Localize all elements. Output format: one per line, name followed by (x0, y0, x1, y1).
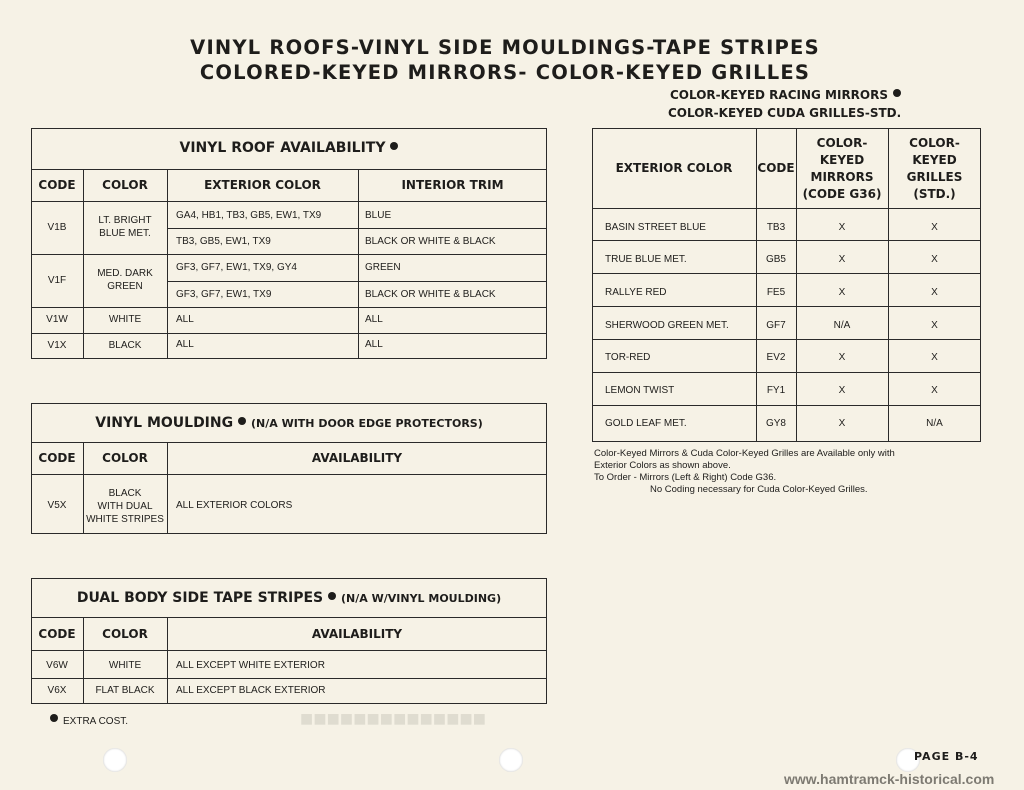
mirror-row-grilles: X (931, 320, 938, 331)
mirror-row-color: LEMON TWIST (605, 385, 675, 396)
roof-interior: BLACK OR WHITE & BLACK (365, 289, 496, 300)
mirror-row-grilles: X (931, 222, 938, 233)
col-header-code: CODE (38, 627, 76, 641)
mirror-row-code: FY1 (766, 385, 786, 396)
roof-color: BLACK (108, 340, 142, 351)
roof-interior: ALL (365, 314, 383, 325)
right-subtitle-line-2: COLOR-KEYED CUDA GRILLES-STD. (668, 106, 902, 120)
extra-cost-bullet-icon (893, 89, 901, 97)
col-header-color: COLOR (102, 627, 148, 641)
tape-stripes-title: DUAL BODY SIDE TAPE STRIPES (N/A W/VINYL MOULDING) (76, 590, 502, 606)
page-number: PAGE B-4 (914, 750, 979, 763)
punch-hole-icon (499, 748, 523, 772)
mirror-row-mirrors: N/A (833, 320, 851, 331)
mirror-row-mirrors: X (838, 418, 846, 429)
roof-exterior: ALL (176, 314, 194, 325)
col-header-mirrors: COLOR- (816, 136, 868, 150)
moulding-color: WITH DUAL (97, 501, 153, 512)
col-header-exterior-color: EXTERIOR COLOR (204, 178, 321, 192)
right-subtitle-line-1: COLOR-KEYED RACING MIRRORS (670, 88, 901, 102)
extra-cost-legend: EXTRA COST. (50, 714, 128, 727)
extra-cost-bullet-icon (328, 592, 336, 600)
tape-color: FLAT BLACK (95, 685, 155, 696)
col-header-grilles: KEYED (912, 153, 957, 167)
col-header-code: CODE (38, 451, 76, 465)
footnote-line: Color-Keyed Mirrors & Cuda Color-Keyed Grilles are Available only with (594, 448, 895, 459)
col-header-availability: AVAILABILITY (311, 627, 403, 641)
mirror-row-code: GY8 (765, 418, 786, 429)
mirror-row-code: GF7 (766, 320, 786, 331)
col-header-code: CODE (757, 161, 795, 175)
tape-availability: ALL EXCEPT BLACK EXTERIOR (176, 685, 326, 696)
show-through-decoration: ■■■■■■■■■■■■■■ (300, 706, 487, 731)
col-header-grilles: GRILLES (906, 170, 963, 184)
mirror-row-mirrors: X (838, 352, 846, 363)
mirror-row-color: SHERWOOD GREEN MET. (605, 320, 729, 331)
roof-interior: ALL (365, 339, 383, 350)
mirror-row-mirrors: X (838, 222, 846, 233)
roof-code: V1B (47, 222, 67, 233)
tape-code: V6X (47, 685, 67, 696)
col-header-grilles: COLOR- (909, 136, 960, 150)
roof-code: V1W (46, 314, 68, 325)
col-header-mirrors: MIRRORS (810, 170, 874, 184)
moulding-color: BLACK (108, 488, 142, 499)
mirror-row-code: EV2 (766, 352, 786, 363)
mirror-row-color: GOLD LEAF MET. (605, 418, 687, 429)
roof-code: V1X (47, 340, 67, 351)
mirror-row-grilles: X (931, 287, 938, 298)
roof-color: BLUE MET. (99, 228, 151, 239)
roof-exterior: TB3, GB5, EW1, TX9 (176, 236, 271, 247)
punch-hole-icon (103, 748, 127, 772)
roof-interior: BLUE (365, 210, 392, 221)
mirror-row-grilles: N/A (926, 418, 943, 429)
footnote-line: No Coding necessary for Cuda Color-Keyed Grilles. (650, 484, 868, 495)
roof-exterior: GF3, GF7, EW1, TX9, GY4 (176, 262, 297, 273)
roof-exterior: GF3, GF7, EW1, TX9 (176, 289, 272, 300)
mirror-row-grilles: X (931, 352, 938, 363)
roof-color: LT. BRIGHT (98, 215, 152, 226)
extra-cost-bullet-icon (238, 417, 246, 425)
vinyl-moulding-title: VINYL MOULDING (N/A WITH DOOR EDGE PROTECTORS) (95, 415, 483, 431)
extra-cost-bullet-icon (50, 714, 58, 722)
col-header-mirrors: (CODE G36) (802, 187, 882, 201)
mirror-row-mirrors: X (838, 385, 846, 396)
mirror-row-code: TB3 (766, 222, 786, 233)
mirror-row-grilles: X (931, 385, 938, 396)
moulding-code: V5X (47, 500, 67, 511)
moulding-color: WHITE STRIPES (86, 514, 164, 525)
col-header-grilles: (STD.) (913, 187, 956, 201)
col-header-code: CODE (38, 178, 76, 192)
extra-cost-bullet-icon (390, 142, 398, 150)
moulding-availability: ALL EXTERIOR COLORS (176, 500, 293, 511)
col-header-color: COLOR (102, 178, 148, 192)
col-header-interior-trim: INTERIOR TRIM (401, 178, 504, 192)
watermark: www.hamtramck-historical.com (784, 771, 995, 787)
tape-color: WHITE (108, 660, 142, 671)
vinyl-roof-title: VINYL ROOF AVAILABILITY (31, 140, 547, 156)
mirror-row-color: TOR-RED (605, 352, 651, 363)
roof-interior: BLACK OR WHITE & BLACK (365, 236, 496, 247)
tape-availability: ALL EXCEPT WHITE EXTERIOR (176, 660, 325, 671)
col-header-color: COLOR (102, 451, 148, 465)
mirror-row-color: BASIN STREET BLUE (605, 222, 706, 233)
footnote-line: Exterior Colors as shown above. (594, 460, 731, 471)
mirror-row-color: TRUE BLUE MET. (605, 254, 687, 265)
col-header-exterior-color: EXTERIOR COLOR (615, 161, 733, 175)
roof-exterior: GA4, HB1, TB3, GB5, EW1, TX9 (176, 210, 322, 221)
tape-code: V6W (46, 660, 68, 671)
page-title-line-2: COLORED-KEYED MIRRORS- COLOR-KEYED GRILLES (199, 61, 811, 84)
mirror-row-grilles: X (931, 254, 938, 265)
roof-color: WHITE (108, 314, 142, 325)
mirror-row-mirrors: X (838, 254, 846, 265)
roof-color: GREEN (107, 281, 143, 292)
roof-color: MED. DARK (97, 268, 153, 279)
mirror-row-code: GB5 (765, 254, 786, 265)
mirror-row-mirrors: X (838, 287, 846, 298)
roof-exterior: ALL (176, 339, 194, 350)
page-title-line-1: VINYL ROOFS-VINYL SIDE MOULDINGS-TAPE STRIPES (190, 36, 820, 59)
footnote-line: To Order - Mirrors (Left & Right) Code G36. (594, 472, 777, 483)
mirror-row-color: RALLYE RED (605, 287, 667, 298)
mirror-row-code: FE5 (766, 287, 786, 298)
col-header-mirrors: KEYED (819, 153, 865, 167)
roof-interior: GREEN (365, 262, 401, 273)
roof-code: V1F (47, 275, 67, 286)
col-header-availability: AVAILABILITY (311, 451, 403, 465)
